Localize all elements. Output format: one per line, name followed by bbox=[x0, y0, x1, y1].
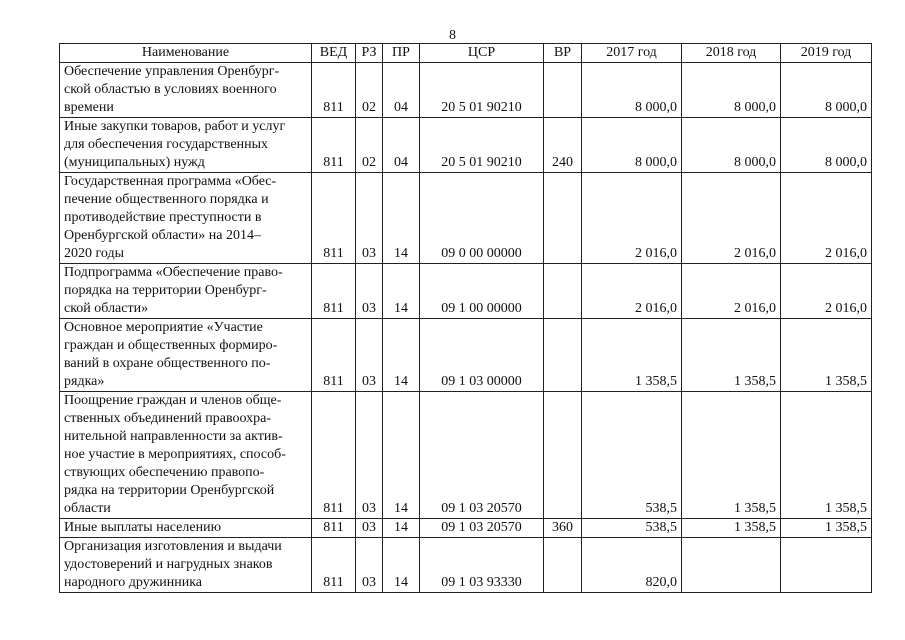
row-2018: 2 016,0 bbox=[682, 264, 781, 319]
row-pr: 14 bbox=[383, 392, 420, 519]
row-name: Государственная программа «Обес- печение общественного порядка и противодействие преступности в Оренбургской области» на 2014– 2020 годы bbox=[60, 173, 312, 264]
row-rz: 03 bbox=[356, 264, 383, 319]
row-name: Подпрограмма «Обеспечение право- порядка на территории Оренбург- ской области» bbox=[60, 264, 312, 319]
row-csr: 09 0 00 00000 bbox=[420, 173, 544, 264]
row-2019: 8 000,0 bbox=[781, 118, 872, 173]
header-2017: 2017 год bbox=[582, 44, 682, 63]
row-csr: 20 5 01 90210 bbox=[420, 118, 544, 173]
row-rz: 02 bbox=[356, 118, 383, 173]
header-ved: ВЕД bbox=[312, 44, 356, 63]
row-2017: 2 016,0 bbox=[582, 264, 682, 319]
budget-table bbox=[59, 43, 872, 593]
row-csr: 09 1 03 20570 bbox=[420, 392, 544, 519]
row-2017: 8 000,0 bbox=[582, 63, 682, 118]
table-row bbox=[60, 319, 872, 392]
row-rz: 03 bbox=[356, 392, 383, 519]
row-pr: 14 bbox=[383, 519, 420, 538]
row-vr: 360 bbox=[544, 519, 582, 538]
table-row bbox=[60, 264, 872, 319]
row-ved: 811 bbox=[312, 538, 356, 593]
row-pr: 14 bbox=[383, 538, 420, 593]
row-2018: 1 358,5 bbox=[682, 319, 781, 392]
row-csr: 09 1 03 93330 bbox=[420, 538, 544, 593]
row-rz: 03 bbox=[356, 319, 383, 392]
row-2018 bbox=[682, 538, 781, 593]
row-rz: 03 bbox=[356, 519, 383, 538]
table-row bbox=[60, 392, 872, 519]
row-2017: 820,0 bbox=[582, 538, 682, 593]
row-2019: 2 016,0 bbox=[781, 264, 872, 319]
row-ved: 811 bbox=[312, 519, 356, 538]
row-2019: 1 358,5 bbox=[781, 392, 872, 519]
row-rz: 03 bbox=[356, 173, 383, 264]
table-header-row bbox=[60, 44, 872, 63]
header-rz: РЗ bbox=[356, 44, 383, 63]
row-2019: 1 358,5 bbox=[781, 319, 872, 392]
row-csr: 09 1 03 20570 bbox=[420, 519, 544, 538]
row-ved: 811 bbox=[312, 319, 356, 392]
row-ved: 811 bbox=[312, 118, 356, 173]
page-number: 8 bbox=[449, 28, 456, 43]
row-csr: 09 1 03 00000 bbox=[420, 319, 544, 392]
row-vr bbox=[544, 63, 582, 118]
row-name: Иные закупки товаров, работ и услуг для обеспечения государственных (муниципальных) нужд bbox=[60, 118, 312, 173]
table-row bbox=[60, 173, 872, 264]
header-name: Наименование bbox=[60, 44, 312, 63]
row-name: Основное мероприятие «Участие граждан и общественных формиро- ваний в охране общественного по- рядка» bbox=[60, 319, 312, 392]
header-2018: 2018 год bbox=[682, 44, 781, 63]
header-2019: 2019 год bbox=[781, 44, 872, 63]
row-csr: 09 1 00 00000 bbox=[420, 264, 544, 319]
row-pr: 14 bbox=[383, 173, 420, 264]
table-row bbox=[60, 118, 872, 173]
header-csr: ЦСР bbox=[420, 44, 544, 63]
row-ved: 811 bbox=[312, 392, 356, 519]
row-pr: 04 bbox=[383, 118, 420, 173]
row-2018: 8 000,0 bbox=[682, 118, 781, 173]
row-2017: 2 016,0 bbox=[582, 173, 682, 264]
row-name: Поощрение граждан и членов обще- ственных объединений правоохра- нительной направленности за актив- ное участие в мероприятиях, способ- ствующих обеспечению правопо- рядка на территории Оренбургской области bbox=[60, 392, 312, 519]
row-pr: 04 bbox=[383, 63, 420, 118]
row-vr bbox=[544, 173, 582, 264]
row-2018: 1 358,5 bbox=[682, 519, 781, 538]
row-ved: 811 bbox=[312, 173, 356, 264]
row-pr: 14 bbox=[383, 264, 420, 319]
row-rz: 03 bbox=[356, 538, 383, 593]
row-2019: 8 000,0 bbox=[781, 63, 872, 118]
row-2019 bbox=[781, 538, 872, 593]
row-2018: 1 358,5 bbox=[682, 392, 781, 519]
row-csr: 20 5 01 90210 bbox=[420, 63, 544, 118]
row-vr bbox=[544, 264, 582, 319]
table-row bbox=[60, 519, 872, 538]
row-name: Иные выплаты населению bbox=[60, 519, 312, 538]
row-2017: 538,5 bbox=[582, 519, 682, 538]
row-ved: 811 bbox=[312, 63, 356, 118]
table-row bbox=[60, 538, 872, 593]
row-pr: 14 bbox=[383, 319, 420, 392]
row-vr bbox=[544, 538, 582, 593]
row-rz: 02 bbox=[356, 63, 383, 118]
row-2017: 1 358,5 bbox=[582, 319, 682, 392]
table-row bbox=[60, 63, 872, 118]
header-vr: ВР bbox=[544, 44, 582, 63]
row-name: Обеспечение управления Оренбург- ской областью в условиях военного времени bbox=[60, 63, 312, 118]
row-name: Организация изготовления и выдачи удостоверений и нагрудных знаков народного дружинника bbox=[60, 538, 312, 593]
header-pr: ПР bbox=[383, 44, 420, 63]
row-2017: 8 000,0 bbox=[582, 118, 682, 173]
row-vr bbox=[544, 319, 582, 392]
row-2017: 538,5 bbox=[582, 392, 682, 519]
row-2019: 1 358,5 bbox=[781, 519, 872, 538]
row-2018: 8 000,0 bbox=[682, 63, 781, 118]
row-vr bbox=[544, 392, 582, 519]
row-vr: 240 bbox=[544, 118, 582, 173]
row-2019: 2 016,0 bbox=[781, 173, 872, 264]
row-2018: 2 016,0 bbox=[682, 173, 781, 264]
row-ved: 811 bbox=[312, 264, 356, 319]
